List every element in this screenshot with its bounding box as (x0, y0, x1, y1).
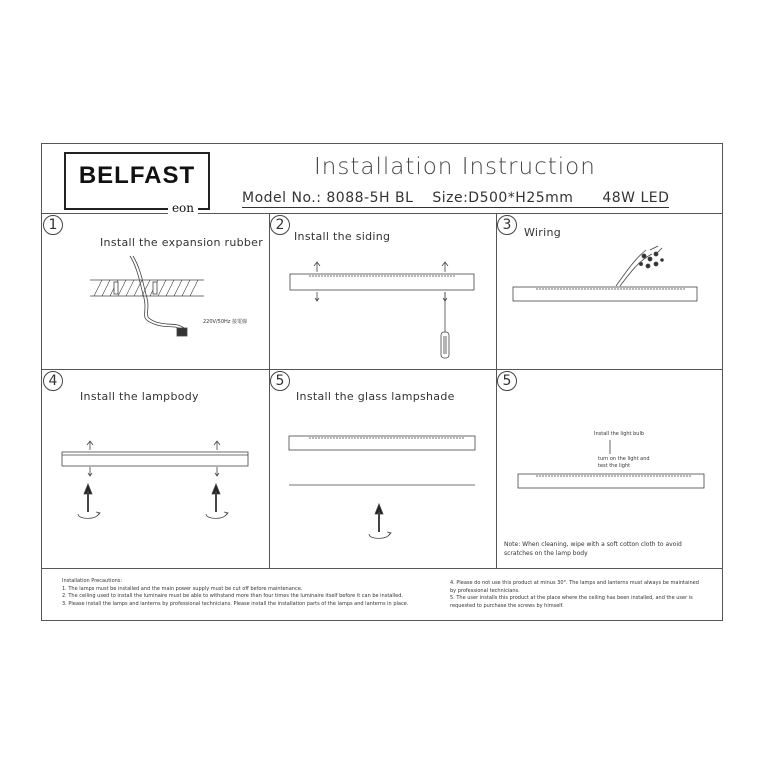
step-label: Install the siding (294, 230, 391, 243)
step-number: 4 (43, 371, 63, 391)
precaution-item: 5. The user installs this product at the place where the ceiling has been installed, and the user is (450, 595, 693, 601)
siding-diagram (269, 214, 496, 369)
wiring-diagram (496, 214, 724, 369)
model-number: Model No.: 8088-5H BL (242, 190, 414, 206)
step-label: Install the expansion rubber (100, 236, 264, 249)
voltage-annotation: 220V/50Hz 接電線 (203, 319, 247, 325)
cleaning-note (504, 540, 714, 558)
precaution-item: 4. Please do not use this product at minus 30°. The lamps and lanterns must always be maintained (450, 580, 699, 586)
step-6-panel (496, 370, 724, 568)
precaution-item: 3. Please install the lamps and lanterns by professional technicians. Please install the installation parts of the lamps and lanterns in place. (62, 600, 409, 607)
precautions-right (450, 580, 699, 610)
cleaning-note-line2: scratches on the lamp body (504, 550, 588, 557)
model-info (242, 190, 669, 208)
test-annotation-line1: turn on the light and (598, 456, 650, 462)
size-spec: Size:D500*H25mm (432, 190, 574, 206)
precaution-item: 1. The lamps must be installed and the main power supply must be cut off before maintenance. (62, 585, 303, 592)
precautions-left (62, 578, 408, 608)
step-1-panel (42, 214, 269, 369)
precaution-item: requested to purchase the screws by himself. (450, 602, 564, 609)
step-number: 5 (497, 371, 517, 391)
step-3-panel (496, 214, 724, 369)
logo-text: BELFAST (78, 162, 196, 189)
logo-subtext: eon (168, 201, 198, 215)
lampshade-diagram (269, 370, 496, 568)
precautions-heading: Installation Precautions: (62, 578, 123, 584)
test-annotation-line2: test the light (598, 463, 631, 469)
instruction-sheet (41, 143, 723, 621)
step-label: Wiring (524, 226, 562, 239)
expansion-rubber-diagram (42, 214, 269, 369)
step-4-panel (42, 370, 269, 568)
final-diagram (496, 370, 724, 568)
step-label: Install the lampbody (80, 390, 199, 403)
step-number: 5 (270, 371, 290, 391)
precautions-divider (42, 568, 722, 569)
step-5-panel (269, 370, 496, 568)
bulb-annotation: Install the light bulb (594, 431, 645, 437)
step-number: 2 (270, 215, 290, 235)
precaution-item: by professional technicians. (450, 587, 520, 594)
step-2-panel (269, 214, 496, 369)
precaution-item: 2. The ceiling used to install the luminaire must be able to withstand more than four times the luminaire itself before it can be installed. (62, 593, 403, 599)
lampbody-diagram (42, 370, 269, 568)
brand-logo (64, 152, 210, 215)
cleaning-note-line1: Note: When cleaning, wipe with a soft cotton cloth to avoid (504, 541, 682, 548)
step-number: 1 (43, 215, 63, 235)
power-spec: 48W LED (602, 190, 670, 206)
page-title: Installation Instruction (314, 154, 596, 180)
step-label: Install the glass lampshade (296, 390, 455, 403)
step-number: 3 (497, 215, 517, 235)
